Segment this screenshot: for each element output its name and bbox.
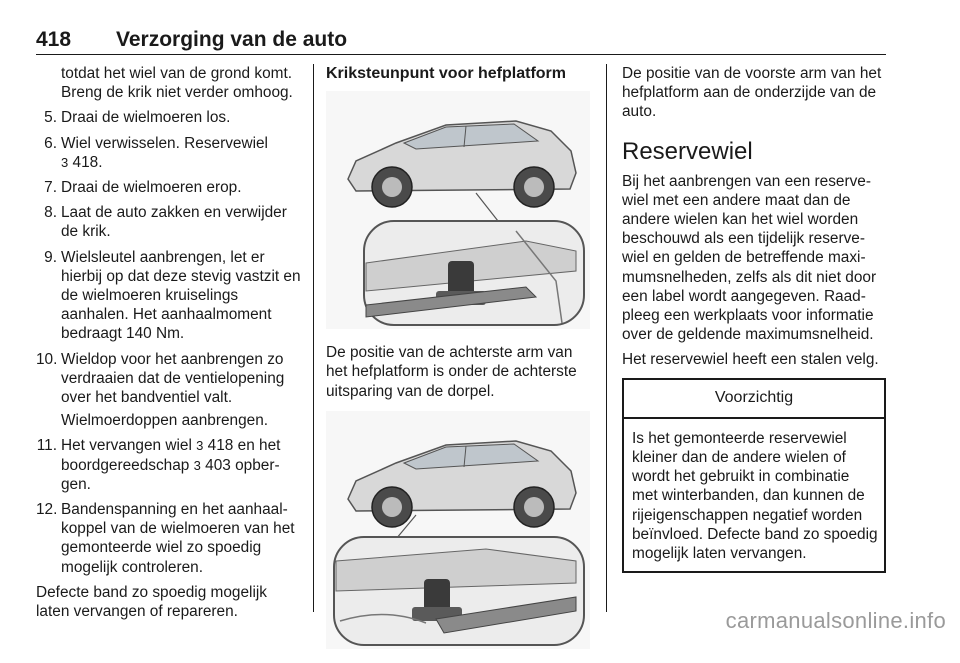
page-reference-icon[interactable]: 3 xyxy=(196,438,204,454)
step-number: 10. xyxy=(36,350,58,368)
continued-step-text: totdat het wiel van de grond komt. Breng de krik niet verder omhoog. xyxy=(61,65,293,102)
step-8 xyxy=(36,203,302,241)
watermark: carmanualsonline.info xyxy=(725,608,946,633)
step-text: Draai de wielmoeren los. xyxy=(61,109,231,127)
step-number: 12. xyxy=(36,501,58,519)
spare-wheel-paragraph: Bij het aanbrengen van een reservewiel met een andere maat dan de andere wielen kan het wiel worden beschouwd als een tijdelijk reservewiel en gelden de betreffende maximumsnelheden, zelfs als dit niet door een label wordt aangegeven. Raadpleeg een werkplaats voor informatie over de geldende maximumsnelheid. xyxy=(622,172,877,344)
step-10 xyxy=(36,350,302,408)
page-number: 418 xyxy=(36,28,72,51)
step-12 xyxy=(36,500,302,577)
caution-box xyxy=(622,378,886,574)
step-text: Wiel verwisselen. Reservewiel 3 418. xyxy=(61,134,268,171)
illustration-lift-point-front xyxy=(326,91,590,329)
step-text: Wieldop voor het aanbrengen zo verdraaien dat de ventielopening over het bandventiel valt. xyxy=(61,350,285,407)
column-middle xyxy=(326,64,590,663)
page-reference-link[interactable]: 418 en het boordgereedschap xyxy=(61,437,281,474)
step-10-extra: Wielmoerdoppen aanbrengen. xyxy=(61,412,269,430)
caution-title: Voorzichtig xyxy=(624,380,884,419)
step-number: 8. xyxy=(44,204,57,222)
step-text: Draai de wielmoeren erop. xyxy=(61,179,242,197)
step-number: 5. xyxy=(44,109,57,127)
page-reference-icon[interactable]: 3 xyxy=(193,457,201,473)
step-text: Bandenspanning en het aanhaalkoppel van de wielmoeren van het gemonteerde wiel zo spoedig mogelijk controleren. xyxy=(61,501,295,576)
step-11 xyxy=(36,436,302,494)
lift-point-caption: De positie van de achterste arm van het hefplatform is onder de achterste uitsparing van de dorpel. xyxy=(326,344,577,400)
car-lift-illustration-front xyxy=(326,91,590,329)
step-number: 7. xyxy=(44,179,57,197)
page-reference-link[interactable]: 403 opbergen. xyxy=(61,456,280,493)
lift-point-heading: Kriksteunpunt voor hefplatform xyxy=(326,65,567,82)
step-5 xyxy=(36,108,302,127)
front-arm-text: De positie van de voorste arm van het hefplatform aan de onderzijde van de auto. xyxy=(622,65,882,121)
spare-wheel-steel-rim: Het reservewiel heeft een stalen velg. xyxy=(622,351,879,369)
page-title: Verzorging van de auto xyxy=(116,28,348,51)
column-divider-right xyxy=(606,64,607,612)
step-6 xyxy=(36,134,302,172)
step-number: 6. xyxy=(44,134,57,152)
page-reference-icon[interactable]: 3 xyxy=(61,154,69,170)
step-number: 9. xyxy=(44,248,57,266)
step-7 xyxy=(36,178,302,197)
column-divider-left xyxy=(313,64,314,612)
section-title-reservewiel: Reservewiel xyxy=(622,137,753,165)
step-number: 11. xyxy=(36,437,57,455)
illustration-lift-point-rear xyxy=(326,411,590,649)
step-text: Laat de auto zakken en verwijder de krik. xyxy=(61,204,287,241)
column-right xyxy=(622,64,886,573)
car-lift-illustration-rear xyxy=(326,411,590,649)
page-reference-link[interactable]: 418. xyxy=(68,153,103,171)
step-text: Het vervangen wiel 3 418 en het boordgereedschap 3 403 opbergen. xyxy=(61,437,281,493)
caution-text: Is het gemonteerde reservewiel kleiner dan de andere wielen of wordt het gebruikt in combinatie met winterbanden, dan kunnen de rijeigenschappen negatief worden beïnvloed. Defecte band zo spoedig mogelijk laten vervangen. xyxy=(632,429,878,563)
column-left xyxy=(36,64,302,627)
closing-paragraph: Defecte band zo spoedig mogelijk laten vervangen of repareren. xyxy=(36,583,268,621)
header-rule xyxy=(36,54,886,55)
step-text: Wielsleutel aanbrengen, let er hierbij op dat deze stevig vastzit en de wielmoeren kruiselings aanhalen. Het aanhaalmoment bedraagt 140 Nm. xyxy=(61,248,301,343)
step-9 xyxy=(36,248,302,344)
